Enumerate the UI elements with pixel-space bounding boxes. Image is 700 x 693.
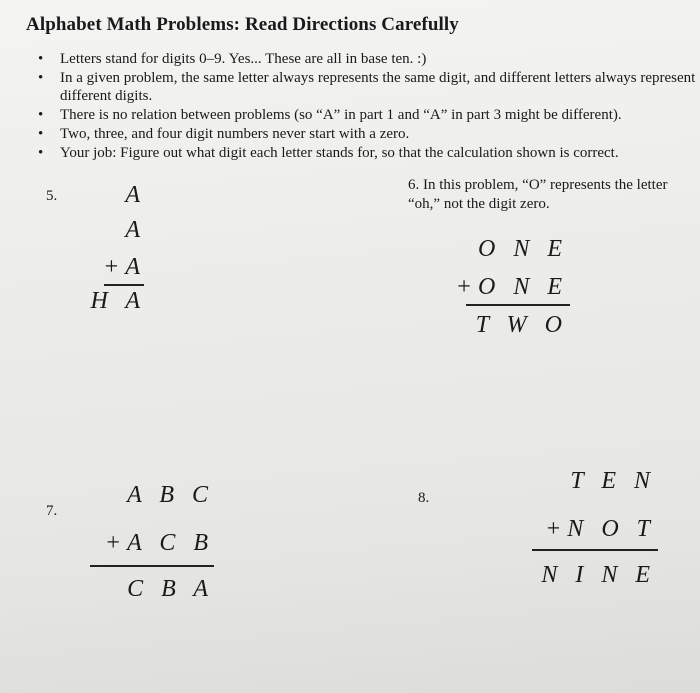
rule-item: • Your job: Figure out what digit each letter stands for, so that the calculation shown is correct. (38, 145, 619, 161)
bullet-icon: • (38, 51, 44, 67)
problem-5-sum: H A (90, 288, 146, 314)
problem-8-line-1: T E N (570, 468, 656, 494)
problem-7-sum-line (90, 565, 214, 567)
problem-5-line-3: +A (103, 254, 146, 280)
problem-8-sum: N I N E (541, 562, 656, 588)
problem-5-line-1: A (125, 182, 146, 208)
bullet-icon: • (38, 70, 44, 86)
problem-5-line-2: A (125, 217, 146, 243)
directions-list (38, 50, 698, 163)
problem-8-line-2: +N O T (545, 516, 656, 542)
problem-7-sum: C B A (127, 576, 214, 602)
bullet-icon: • (38, 145, 44, 161)
rule-item: • In a given problem, the same letter always represents the same digit, and different letters always represent different digits. (38, 70, 696, 104)
problem-6-line-1: O N E (478, 236, 568, 262)
problem-7-line-1: A B C (127, 482, 214, 508)
problem-6-sum-line (466, 304, 570, 306)
problem-7-number: 7. (46, 503, 58, 519)
worksheet-title: Alphabet Math Problems: Read Directions Carefully (26, 14, 459, 35)
problem-6-line-2: +O N E (455, 274, 568, 300)
rule-item: • Letters stand for digits 0–9. Yes... These are all in base ten. :) (38, 51, 427, 67)
bullet-icon: • (38, 107, 44, 123)
problem-5-sum-line (104, 284, 144, 286)
problem-8-number: 8. (418, 490, 430, 506)
problem-6-sum: T W O (475, 312, 568, 338)
problem-5-number: 5. (46, 188, 58, 204)
rule-item: • Two, three, and four digit numbers never start with a zero. (38, 126, 410, 142)
problem-7-line-2: +A C B (104, 530, 214, 556)
rule-item: • There is no relation between problems (so “A” in part 1 and “A” in part 3 might be different). (38, 107, 622, 123)
problem-6-note: 6. In this problem, “O” represents the letter “oh,” not the digit zero. (408, 177, 668, 212)
bullet-icon: • (38, 126, 44, 142)
problem-8-sum-line (532, 549, 658, 551)
